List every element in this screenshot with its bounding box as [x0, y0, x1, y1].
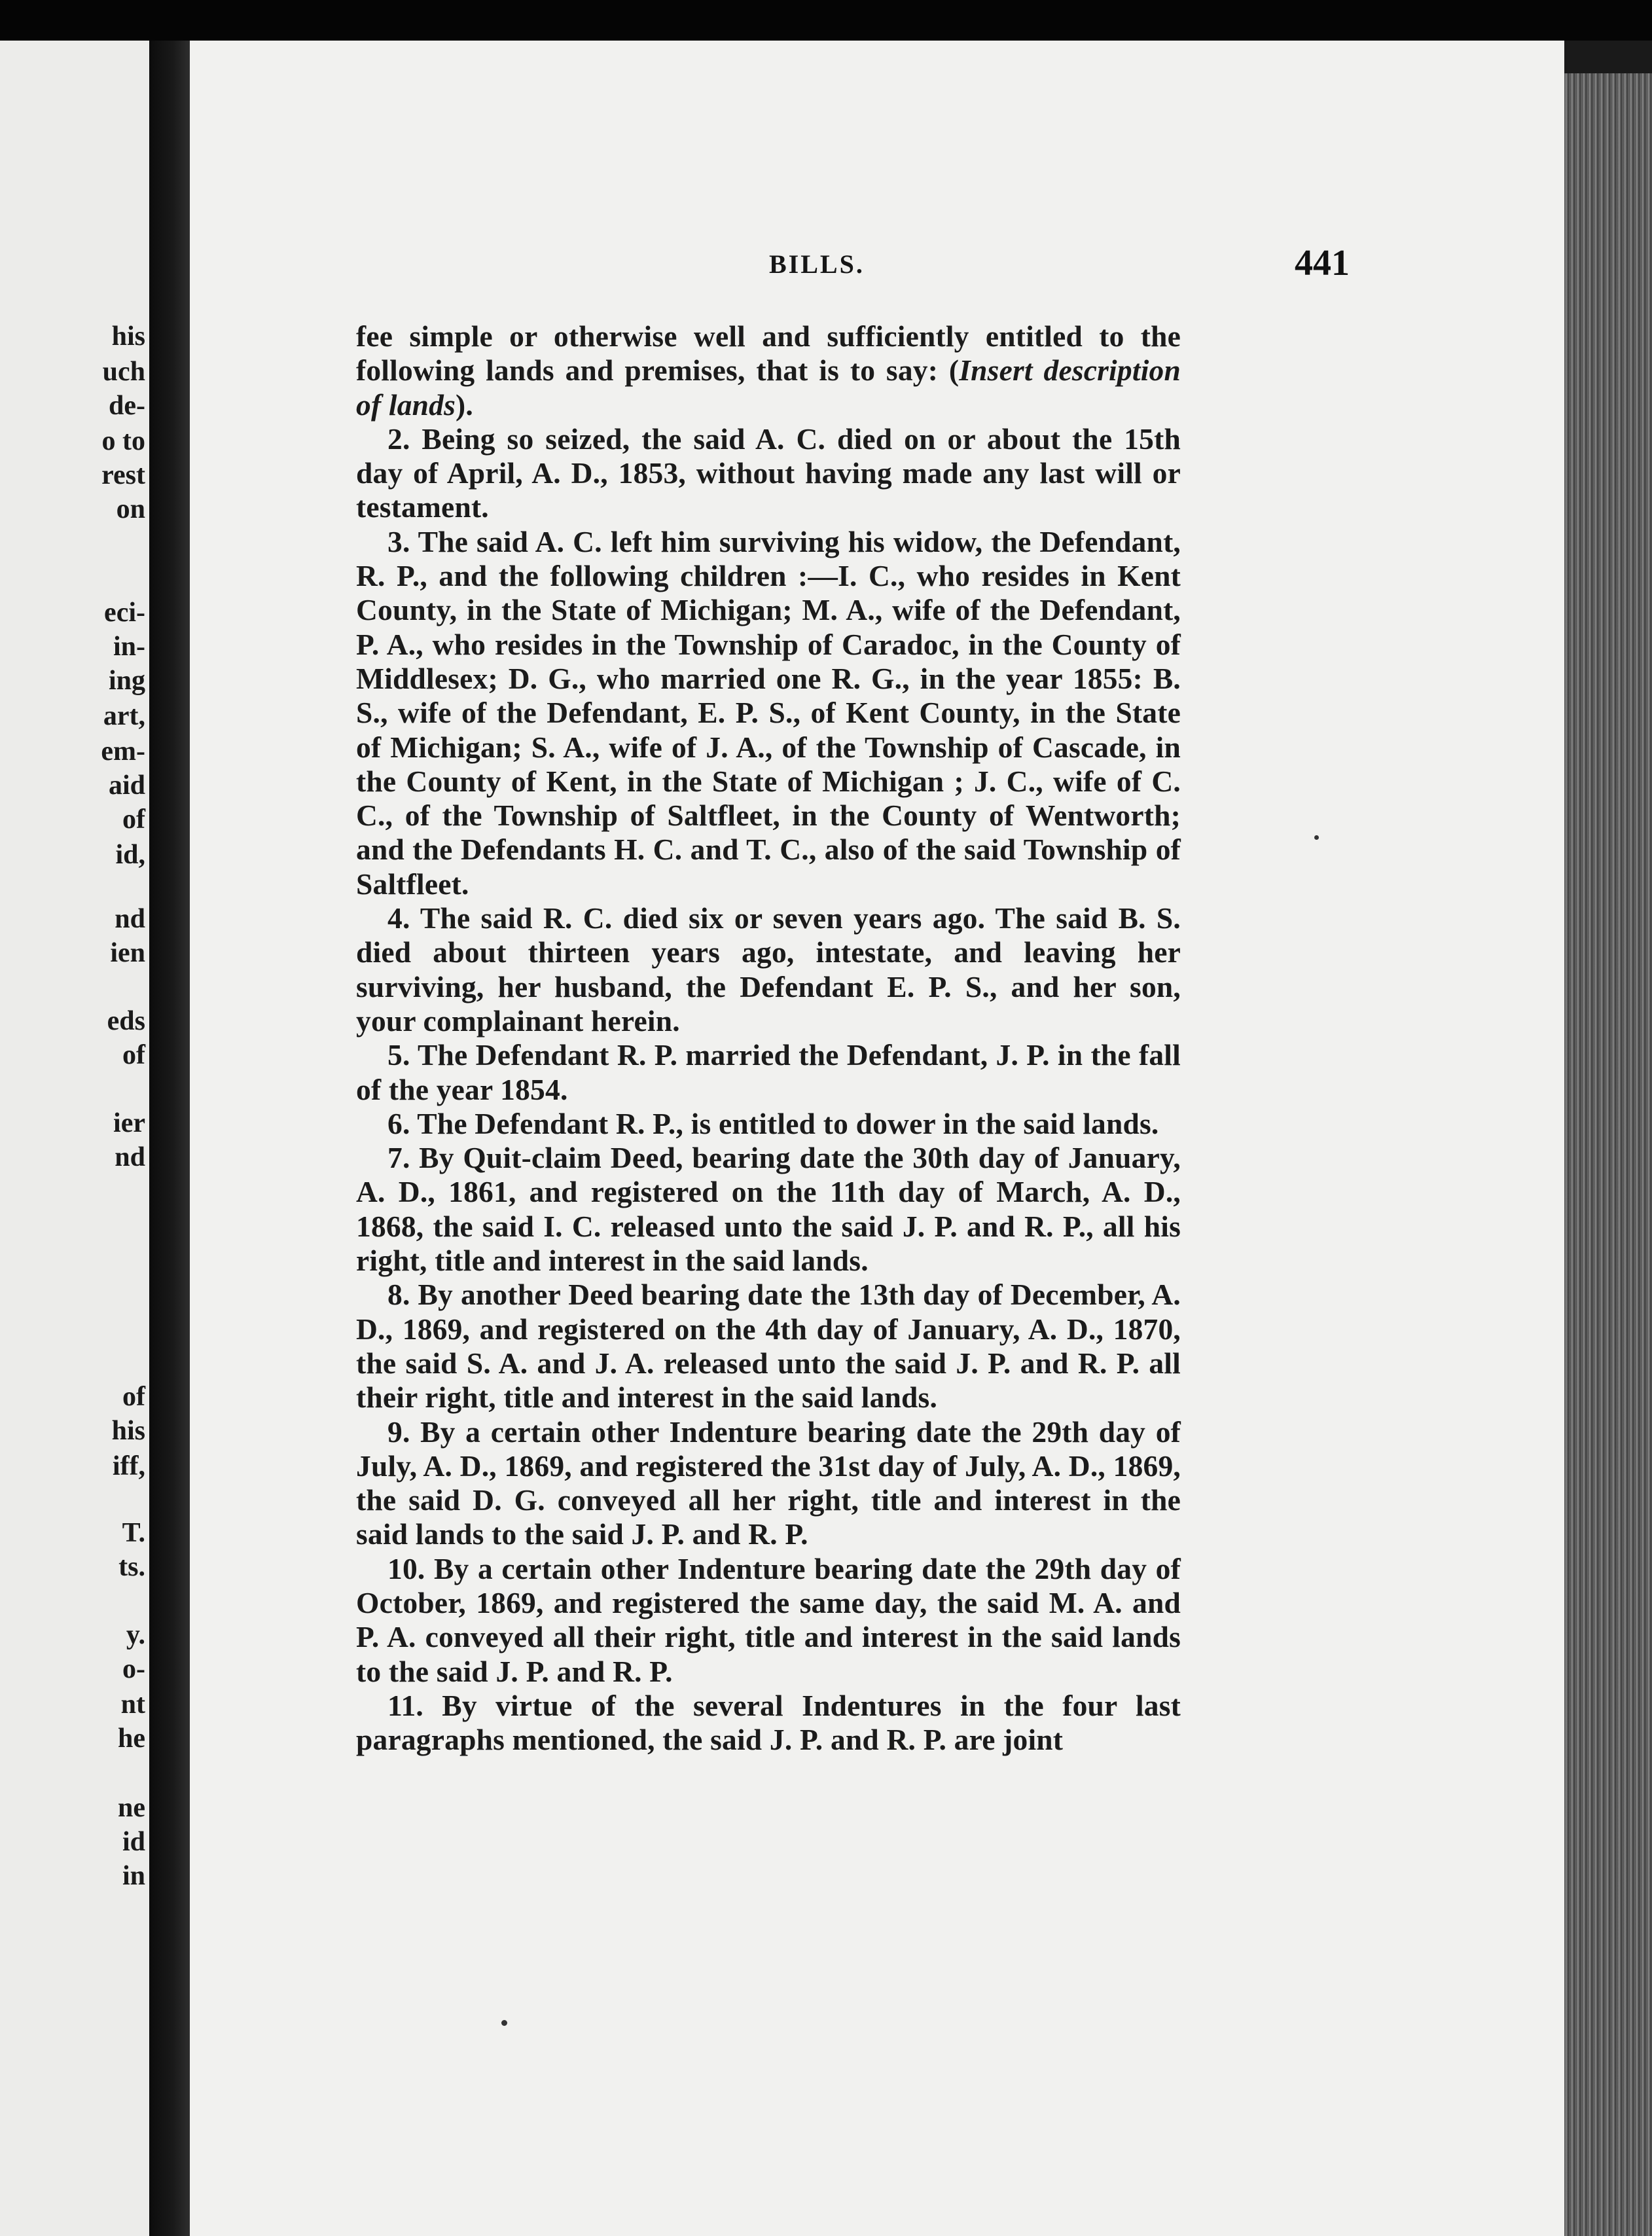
facing-page-line: y. [126, 1620, 145, 1650]
scan-speck [1314, 835, 1319, 840]
facing-page-line: ien [110, 938, 145, 968]
facing-page-line: his [111, 321, 145, 352]
facing-page-line: of [122, 1040, 145, 1070]
facing-page-line: ier [113, 1108, 145, 1138]
opening-close: ). [456, 388, 473, 422]
facing-page-line: eci- [104, 598, 145, 628]
running-head: BILLS. [769, 249, 865, 279]
facing-page-line: his [111, 1416, 145, 1446]
facing-page-line: uch [102, 357, 145, 387]
facing-page-line: o- [122, 1654, 145, 1684]
opening-italic: Insert description of lands [356, 353, 1181, 422]
facing-page-line: he [118, 1723, 145, 1754]
facing-page-line: nd [115, 1142, 145, 1172]
facing-page-line: rest [101, 460, 145, 490]
facing-page-line: of [122, 1382, 145, 1412]
facing-page-line: T. [122, 1518, 145, 1548]
facing-page-line: o to [101, 426, 145, 456]
body-text [356, 319, 1181, 1757]
paragraph-11: 11. By virtue of the several Indentures in the four last paragraphs mentioned, the said J. P. and R. P. are joint [356, 1688, 1181, 1757]
paragraph-10: 10. By a certain other Indenture bearing date the 29th day of October, 1869, and registered the same day, the said M. A. and P. A. conveyed all their right, title and interest in the said lands to the said J. P. and R. P. [356, 1551, 1181, 1688]
page-number: 441 [1295, 243, 1350, 283]
paragraph-4: 4. The said R. C. died six or seven years ago. The said B. S. died about thirteen years ago, intestate, and leaving her surviving, her husband, the Defendant E. P. S., and her son, your complainant herein. [356, 901, 1181, 1037]
facing-page-line: id [122, 1827, 145, 1857]
scan-speck [501, 2020, 507, 2026]
facing-page-line: on [116, 494, 145, 524]
page-stack-edge-top [1564, 41, 1652, 73]
facing-page-line: nd [115, 904, 145, 934]
facing-page-line: of [122, 804, 145, 835]
page-stack-edge [1564, 41, 1652, 2236]
paragraph-3: 3. The said A. C. left him surviving his widow, the Defendant, R. P., and the following children :—I. C., who resides in Kent County, in the State of Michigan; M. A., wife of the Defendant, P. A., who resides in the Township of Caradoc, in the County of Middlesex; D. G., who married one R. G., in the year 1855: B. S., wife of the Defendant, E. P. S., of Kent County, in the State of Michigan; S. A., wife of J. A., of the Township of Cascade, in the County of Kent, in the State of Michigan ; J. C., wife of C. C., of the Township of Saltfleet, in the County of Wentworth; and the Defendants H. C. and T. C., also of the said Township of Saltfleet. [356, 524, 1181, 901]
scan-top-band [0, 0, 1652, 41]
facing-page-line: ts. [118, 1552, 145, 1582]
paragraph-9: 9. By a certain other Indenture bearing date the 29th day of July, A. D., 1869, and registered the 31st day of July, A. D., 1869, the said D. G. conveyed all her right, title and interest in the said lands to the said J. P. and R. P. [356, 1415, 1181, 1551]
facing-page-line: in [122, 1861, 145, 1891]
facing-page-line: art, [103, 701, 145, 731]
facing-page-line: in- [113, 632, 145, 662]
opening-paragraph [356, 319, 1181, 422]
facing-page-line: id, [115, 840, 145, 870]
paragraph-2: 2. Being so seized, the said A. C. died on or about the 15th day of April, A. D., 1853, without having made any last will or testament. [356, 422, 1181, 524]
facing-page-line: nt [120, 1689, 145, 1720]
paragraph-8: 8. By another Deed bearing date the 13th day of December, A. D., 1869, and registered on the 4th day of January, A. D., 1870, the said S. A. and J. A. released unto the said J. P. and R. P. all their right, title and interest in the said lands. [356, 1278, 1181, 1415]
paragraph-7: 7. By Quit-claim Deed, bearing date the 30th day of January, A. D., 1861, and registered on the 11th day of March, A. D., 1868, the said I. C. released unto the said J. P. and R. P., all his right, title and interest in the said lands. [356, 1141, 1181, 1278]
facing-page-line: ing [108, 666, 145, 696]
opening-text: fee simple or otherwise well and sufficiently entitled to the following lands and premises, that is to say: ( [356, 319, 1181, 388]
facing-page-line: aid [108, 770, 145, 801]
paragraph-6: 6. The Defendant R. P., is entitled to dower in the said lands. [387, 1106, 1159, 1140]
facing-page-line: iff, [112, 1451, 145, 1481]
facing-page-fragment [0, 41, 149, 2236]
gutter-shadow [149, 41, 190, 2236]
facing-page-line: ne [118, 1793, 145, 1823]
facing-page-line: eds [107, 1006, 145, 1036]
paragraph-5: 5. The Defendant R. P. married the Defendant, J. P. in the fall of the year 1854. [356, 1038, 1181, 1106]
facing-page-line: em- [101, 736, 145, 766]
facing-page-line: de- [109, 391, 145, 421]
